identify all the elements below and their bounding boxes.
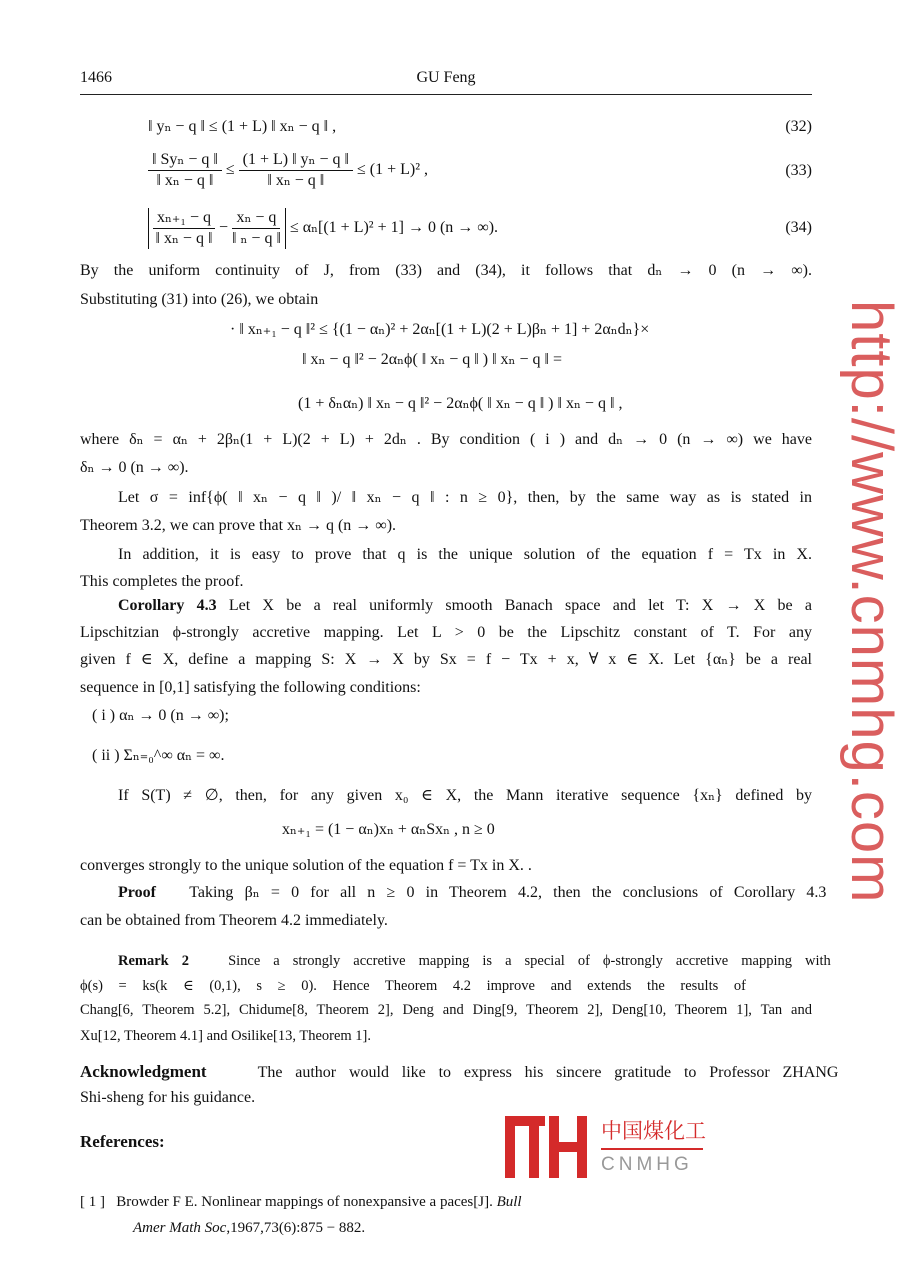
paragraph-line: In addition, it is easy to prove that q is the unique solution of the equation f = Tx in X. bbox=[118, 546, 812, 563]
reference-journal: Amer Math Soc bbox=[133, 1220, 227, 1236]
fraction-numerator: (1 + L) ‖ yₙ − q ‖ bbox=[239, 150, 353, 171]
paragraph-line: converges strongly to the unique solution of the equation f = Tx in X. . bbox=[80, 857, 532, 874]
proof-line: can be obtained from Theorem 4.2 immediately. bbox=[80, 912, 388, 929]
references-heading: References: bbox=[80, 1132, 165, 1151]
logo-divider bbox=[601, 1148, 703, 1150]
le-symbol: ≤ bbox=[225, 161, 235, 179]
logo-chinese-text: 中国煤化工 bbox=[601, 1119, 706, 1143]
fraction-denominator: ‖ xₙ − q ‖ bbox=[155, 230, 213, 247]
minus-symbol: − bbox=[218, 219, 228, 237]
page-number: 1466 bbox=[80, 69, 112, 86]
paragraph-line: δₙ → 0 (n → ∞). bbox=[80, 459, 189, 476]
equation-rest: ≤ (1 + L)² , bbox=[357, 161, 429, 179]
fraction-denominator: ‖ xₙ − q ‖ bbox=[156, 172, 214, 189]
fraction-denominator: ‖ ₙ − q ‖ bbox=[232, 230, 281, 247]
running-title: GU Feng bbox=[416, 69, 476, 86]
reference-journal: Bull bbox=[496, 1194, 522, 1210]
corollary-line: Lipschitzian ϕ-strongly accretive mapping. Let L > 0 be the Lipschitz constant of T. For any bbox=[80, 624, 812, 641]
reference-text: Browder F E. Nonlinear mappings of nonexpansive a bbox=[116, 1194, 437, 1210]
corollary-text: Let X be a real uniformly smooth Banach space and let T: X → X be a bbox=[228, 597, 813, 614]
header-rule bbox=[80, 94, 812, 95]
equation-line: (1 + δₙαₙ) ‖ xₙ − q ‖² − 2αₙϕ( ‖ xₙ − q ‖ ) ‖ xₙ − q ‖ , bbox=[298, 395, 623, 412]
paragraph-line: By the uniform continuity of J, from (33) and (34), it follows that dₙ → 0 (n → ∞). bbox=[80, 262, 812, 279]
paragraph-line: where δₙ = αₙ + 2βₙ(1 + L)(2 + L) + 2dₙ . By condition ( i ) and dₙ → 0 (n → ∞) we have bbox=[80, 431, 812, 448]
equation-34 bbox=[80, 208, 498, 249]
equation-number-34: (34) bbox=[785, 219, 812, 236]
acknowledgment-label: Acknowledgment bbox=[80, 1062, 207, 1081]
paragraph-line: This completes the proof. bbox=[80, 573, 244, 590]
paragraph-line: Let σ = inf{ϕ( ‖ xₙ − q ‖ )/ ‖ xₙ − q ‖ : n ≥ 0}, then, by the same way as is stated in bbox=[118, 489, 812, 506]
reference-1-line-2 bbox=[80, 1218, 812, 1238]
fraction-numerator: xₙ₊₁ − q bbox=[153, 208, 215, 229]
condition-ii: ( ii ) Σₙ₌₀^∞ αₙ = ∞. bbox=[92, 747, 225, 764]
proof-line bbox=[80, 883, 827, 903]
equation-rest: ≤ αₙ[(1 + L)² + 1] → 0 (n → ∞). bbox=[289, 219, 499, 237]
mann-iteration-equation: xₙ₊₁ = (1 − αₙ)xₙ + αₙSxₙ , n ≥ 0 bbox=[282, 821, 495, 838]
corollary-label: Corollary 4.3 bbox=[118, 597, 217, 614]
paragraph-line: If S(T) ≠ ∅, then, for any given x₀ ∈ X, the Mann iterative sequence {xₙ} defined by bbox=[118, 787, 812, 804]
corollary-line: sequence in [0,1] satisfying the following conditions: bbox=[80, 679, 421, 696]
equation-32: ‖ yₙ − q ‖ ≤ (1 + L) ‖ xₙ − q ‖ , bbox=[148, 118, 337, 135]
remark-line: Chang[6, Theorem 5.2], Chidume[8, Theorem 2], Deng and Ding[9, Theorem 2], Deng[10, Theorem 1], Tan and bbox=[80, 1002, 812, 1018]
fraction-numerator: ‖ Syₙ − q ‖ bbox=[148, 150, 222, 171]
remark-text: Since a strongly accretive mapping is a special of ϕ-strongly accretive mapping with bbox=[228, 953, 831, 969]
logo-latin-text: CNMHG bbox=[601, 1154, 693, 1175]
equation-line: · ‖ xₙ₊₁ − q ‖² ≤ {(1 − αₙ)² + 2αₙ[(1 + L)(2 + L)βₙ + 1] + 2αₙdₙ}× bbox=[230, 321, 650, 338]
corollary-line bbox=[80, 596, 812, 616]
watermark: http://www.cnmhg.com bbox=[839, 300, 904, 904]
fraction-denominator: ‖ xₙ − q ‖ bbox=[267, 172, 325, 189]
mh-logo-icon bbox=[505, 1116, 595, 1180]
proof-label: Proof bbox=[118, 884, 156, 901]
cnmhg-logo bbox=[505, 1116, 705, 1180]
reference-1 bbox=[80, 1192, 812, 1212]
proof-text: Taking βₙ = 0 for all n ≥ 0 in Theorem 4.2, then the conclusions of Corollary 4.3 bbox=[189, 884, 827, 901]
reference-number: [ 1 ] bbox=[80, 1194, 105, 1210]
remark-line bbox=[80, 951, 831, 971]
condition-i: ( i ) αₙ → 0 (n → ∞); bbox=[92, 707, 229, 724]
remark-line: Xu[12, Theorem 4.1] and Osilike[13, Theorem 1]. bbox=[80, 1028, 372, 1044]
paragraph-line: Substituting (31) into (26), we obtain bbox=[80, 291, 319, 308]
fraction-numerator: xₙ − q bbox=[232, 208, 280, 229]
acknowledgment-text: The author would like to express his sincere gratitude to Professor ZHANG bbox=[257, 1064, 839, 1081]
equation-line: ‖ xₙ − q ‖² − 2αₙϕ( ‖ xₙ − q ‖ ) ‖ xₙ − q ‖ = bbox=[302, 351, 563, 368]
paragraph-line: Theorem 3.2, we can prove that xₙ → q (n → ∞). bbox=[80, 517, 397, 534]
equation-number-33: (33) bbox=[785, 162, 812, 179]
reference-text: ,1967,73(6):875 − 882. bbox=[226, 1220, 366, 1236]
reference-text: paces[J]. bbox=[439, 1194, 493, 1210]
remark-line: ϕ(s) = ks(k ∈ (0,1), s ≥ 0). Hence Theorem 4.2 improve and extends the results of bbox=[80, 978, 746, 994]
acknowledgment-line: Shi-sheng for his guidance. bbox=[80, 1089, 256, 1106]
corollary-line: given f ∈ X, define a mapping S: X → X by Sx = f − Tx + x, ∀ x ∈ X. Let {αₙ} be a real bbox=[80, 651, 812, 668]
equation-33 bbox=[80, 150, 428, 191]
acknowledgment-line bbox=[80, 1062, 839, 1083]
equation-number-32: (32) bbox=[785, 118, 812, 135]
remark-label: Remark 2 bbox=[118, 953, 190, 969]
